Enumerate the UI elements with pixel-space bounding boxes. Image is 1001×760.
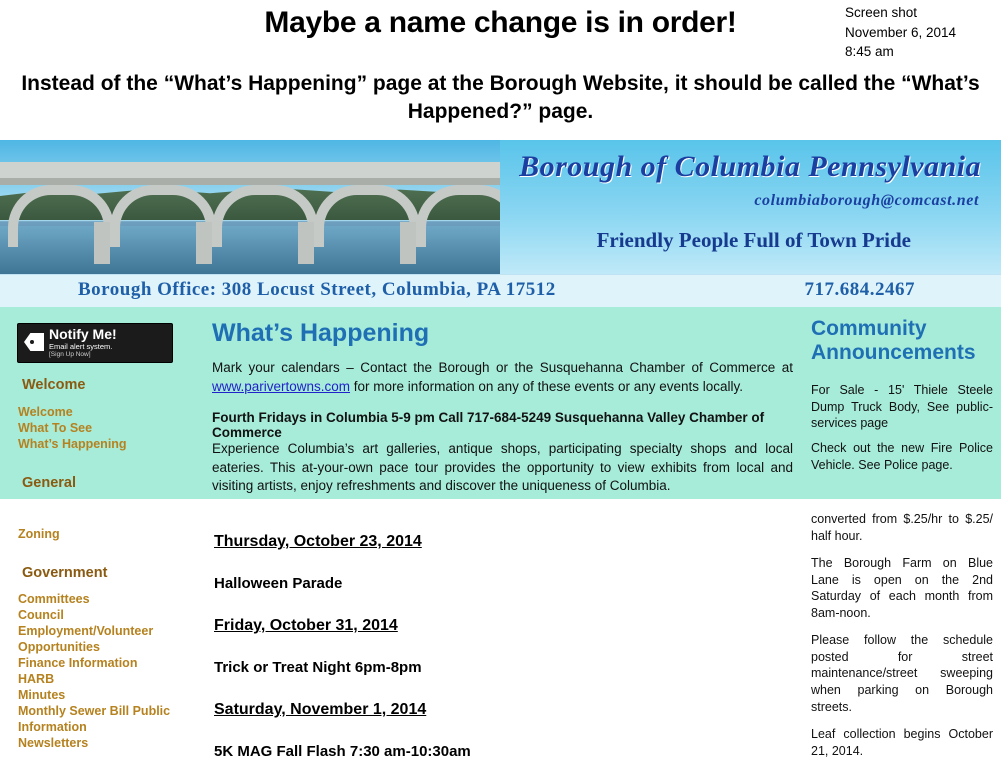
sidebar-item-finance-information[interactable]: Finance Information bbox=[18, 656, 138, 670]
notify-me-button[interactable] bbox=[17, 323, 173, 363]
sidebar-item-zoning[interactable]: Zoning bbox=[18, 527, 60, 541]
event-description: Halloween Parade bbox=[214, 575, 343, 592]
announcement-item: Check out the new Fire Police Vehicle. See Police page. bbox=[811, 441, 993, 472]
stamp-line-2: November 6, 2014 bbox=[845, 24, 957, 40]
stamp-line-1: Screen shot bbox=[845, 5, 918, 20]
tag-icon-hole bbox=[30, 340, 34, 344]
event-date: Saturday, November 1, 2014 bbox=[214, 701, 427, 718]
site-email[interactable]: columbiaborough@comcast.net bbox=[754, 192, 979, 209]
page-body bbox=[0, 307, 1001, 760]
announcement-item: Leaf collection begins October 21, 2014. bbox=[811, 727, 993, 758]
sidebar-item-newsletters[interactable]: Newsletters bbox=[18, 736, 89, 750]
community-announcements-panel bbox=[801, 307, 1001, 499]
bridge-pier-graphic bbox=[298, 222, 314, 264]
screenshot-stamp bbox=[845, 3, 995, 62]
main-content bbox=[202, 307, 801, 760]
whats-happening-heading: What’s Happening bbox=[212, 319, 430, 347]
bridge-photo bbox=[0, 140, 500, 274]
office-phone: 717.684.2467 bbox=[804, 279, 915, 300]
events-list bbox=[202, 499, 801, 760]
bridge-pier-graphic bbox=[196, 222, 212, 264]
bridge-deck-graphic bbox=[0, 162, 500, 178]
stamp-line-3: 8:45 am bbox=[845, 44, 894, 60]
community-announcements bbox=[801, 307, 1001, 758]
bridge-pier-graphic bbox=[400, 222, 416, 264]
community-announcements-heading: Community Announcements bbox=[811, 317, 976, 365]
sidebar-item-welcome[interactable]: Welcome bbox=[18, 405, 73, 419]
sidebar-item-minutes[interactable]: Minutes bbox=[18, 688, 66, 702]
sidebar-item-council[interactable]: Council bbox=[18, 608, 64, 622]
annotation-header bbox=[0, 0, 1001, 140]
sidebar-item-yard-waste-facility[interactable]: Yard Waste Facility bbox=[18, 511, 132, 525]
page-subtitle: Instead of the “What’s Happening” page at the Borough Website, it should be called the “What’s Happened?” page. bbox=[21, 72, 980, 123]
notify-me-label: Notify Me! bbox=[49, 326, 117, 342]
office-address: Borough Office: 308 Locust Street, Columbia, PA 17512 bbox=[78, 279, 556, 300]
intro-text-a: Mark your calendars – Contact the Borough or the Susquehanna Chamber of Commerce at bbox=[212, 360, 793, 375]
announcement-item: The Borough Farm on Blue Lane is open on the 2nd Saturday of each month from 8am-noon. bbox=[811, 556, 993, 620]
site-slogan: Friendly People Full of Town Pride bbox=[596, 228, 911, 252]
sidebar-item-monthly-sewer-bill-public-information[interactable]: Monthly Sewer Bill Public Information bbox=[18, 704, 171, 734]
sidebar-item-committees[interactable]: Committees bbox=[18, 592, 90, 606]
sidebar-heading-government: Government bbox=[22, 565, 108, 581]
tag-icon bbox=[24, 333, 44, 351]
announcement-item: For Sale - 15' Thiele Steele Dump Truck Body, See public-services page bbox=[811, 383, 993, 431]
fourth-fridays-header: Fourth Fridays in Columbia 5-9 pm Call 717-684-5249 Susquehanna Valley Chamber of Commerce bbox=[212, 410, 765, 440]
event-description: 5K MAG Fall Flash 7:30 am-10:30am bbox=[214, 743, 471, 760]
announcement-item: converted from $.25/hr to $.25/ half hour. bbox=[811, 512, 993, 543]
bridge-pier-graphic bbox=[94, 222, 110, 264]
whats-happening-intro bbox=[212, 359, 793, 396]
event-description: Trick or Treat Night 6pm-8pm bbox=[214, 659, 422, 676]
intro-text-b: for more information on any of these events or any events locally. bbox=[350, 378, 743, 394]
sidebar-item-harb[interactable]: HARB bbox=[18, 672, 55, 686]
sidebar bbox=[0, 307, 202, 751]
event-date: Thursday, October 23, 2014 bbox=[214, 533, 422, 550]
fourth-fridays-description: Experience Columbia’s art galleries, antique shops, participating specialty shops and local eateries. This at-your-own pace tour provides the opportunity to view exhibits from local and visiting artists, enjoy refreshments and discover the uniqueness of Columbia. bbox=[212, 441, 793, 494]
notify-me-subtitle: Email alert system. bbox=[49, 342, 113, 351]
page-title: Maybe a name change is in order! bbox=[264, 6, 737, 39]
whats-happening-panel bbox=[202, 307, 801, 499]
event-date: Friday, October 31, 2014 bbox=[214, 617, 398, 634]
sidebar-heading-general: General bbox=[22, 475, 76, 491]
site-banner bbox=[0, 140, 1001, 274]
parivertowns-link[interactable]: www.parivertowns.com bbox=[212, 378, 351, 394]
site-title: Borough of Columbia Pennsylvania bbox=[519, 150, 981, 183]
sidebar-item-what-to-see[interactable]: What To See bbox=[18, 421, 93, 435]
bridge-deck-shadow-graphic bbox=[0, 178, 500, 185]
address-bar bbox=[0, 274, 1001, 307]
announcement-item: Please follow the schedule posted for street maintenance/street sweeping when parking on Borough streets. bbox=[811, 633, 993, 714]
notify-me-signup: [Sign Up Now] bbox=[49, 351, 91, 358]
sidebar-heading-welcome: Welcome bbox=[22, 377, 86, 393]
sidebar-item-employment-volunteer-opportunities[interactable]: Employment/Volunteer Opportunities bbox=[18, 624, 154, 654]
sidebar-item-whats-happening[interactable]: What’s Happening bbox=[18, 437, 127, 451]
